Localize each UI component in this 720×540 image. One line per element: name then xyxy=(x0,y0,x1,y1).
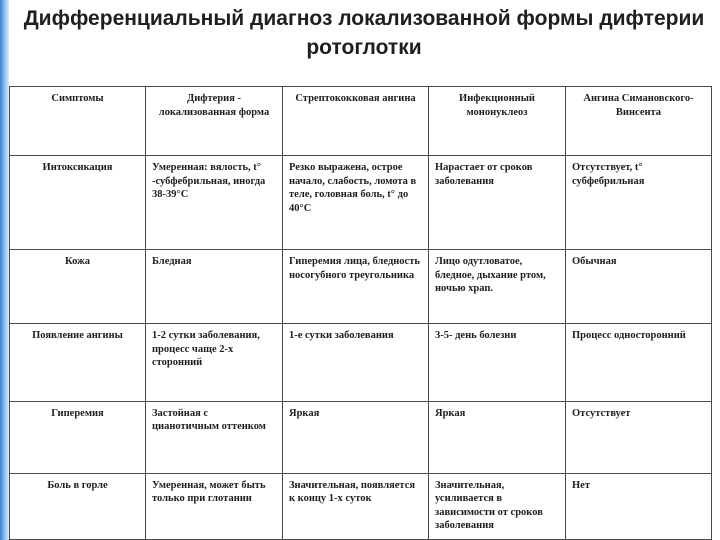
mono-cell: Значительная, усиливается в зависимости от сроков заболевания xyxy=(429,473,566,539)
differential-diagnosis-table xyxy=(9,86,712,540)
vincent-cell: Отсутствует xyxy=(566,401,712,473)
diphtheria-cell: Умеренная: вялость, t° -субфебрильная, иногда 38-39°С xyxy=(146,156,283,250)
table-row xyxy=(10,156,712,250)
strep-cell: Резко выражена, острое начало, слабость, ломота в теле, головная боль, t° до 40°С xyxy=(283,156,429,250)
vincent-cell: Отсутствует, t° субфебрильная xyxy=(566,156,712,250)
vincent-cell: Процесс односторонний xyxy=(566,324,712,401)
diphtheria-cell: Застойная с цианотичным оттенком xyxy=(146,401,283,473)
diphtheria-cell: Бледная xyxy=(146,250,283,324)
symptom-cell: Боль в горле xyxy=(10,473,146,539)
symptom-cell: Кожа xyxy=(10,250,146,324)
table-row xyxy=(10,401,712,473)
strep-cell: Яркая xyxy=(283,401,429,473)
mono-cell: Лицо одутловатое, бледное, дыхание ртом, ночью храп. xyxy=(429,250,566,324)
header-mononucleosis: Инфекционный мононуклеоз xyxy=(429,87,566,156)
vincent-cell: Нет xyxy=(566,473,712,539)
table-header-row xyxy=(10,87,712,156)
table-row xyxy=(10,473,712,539)
header-symptoms: Симптомы xyxy=(10,87,146,156)
symptom-cell: Интоксикация xyxy=(10,156,146,250)
header-vincent-angina: Ангина Симановского-Винсента xyxy=(566,87,712,156)
header-diphtheria: Дифтерия - локализованная форма xyxy=(146,87,283,156)
mono-cell: 3-5- день болезни xyxy=(429,324,566,401)
strep-cell: Значительная, появляется к концу 1-х суток xyxy=(283,473,429,539)
table-row xyxy=(10,324,712,401)
mono-cell: Нарастает от сроков заболевания xyxy=(429,156,566,250)
mono-cell: Яркая xyxy=(429,401,566,473)
diphtheria-cell: Умеренная, может быть только при глотании xyxy=(146,473,283,539)
vincent-cell: Обычная xyxy=(566,250,712,324)
table-row xyxy=(10,250,712,324)
diphtheria-cell: 1-2 сутки заболевания, процесс чаще 2-х сторонний xyxy=(146,324,283,401)
strep-cell: Гиперемия лица, бледность носогубного треугольника xyxy=(283,250,429,324)
symptom-cell: Гиперемия xyxy=(10,401,146,473)
symptom-cell: Появление ангины xyxy=(10,324,146,401)
left-accent-bar xyxy=(0,0,9,540)
header-strep-angina: Стрептококковая ангина xyxy=(283,87,429,156)
strep-cell: 1-е сутки заболевания xyxy=(283,324,429,401)
slide-title: Дифференциальный диагноз локализованной формы дифтерии ротоглотки xyxy=(23,7,705,59)
